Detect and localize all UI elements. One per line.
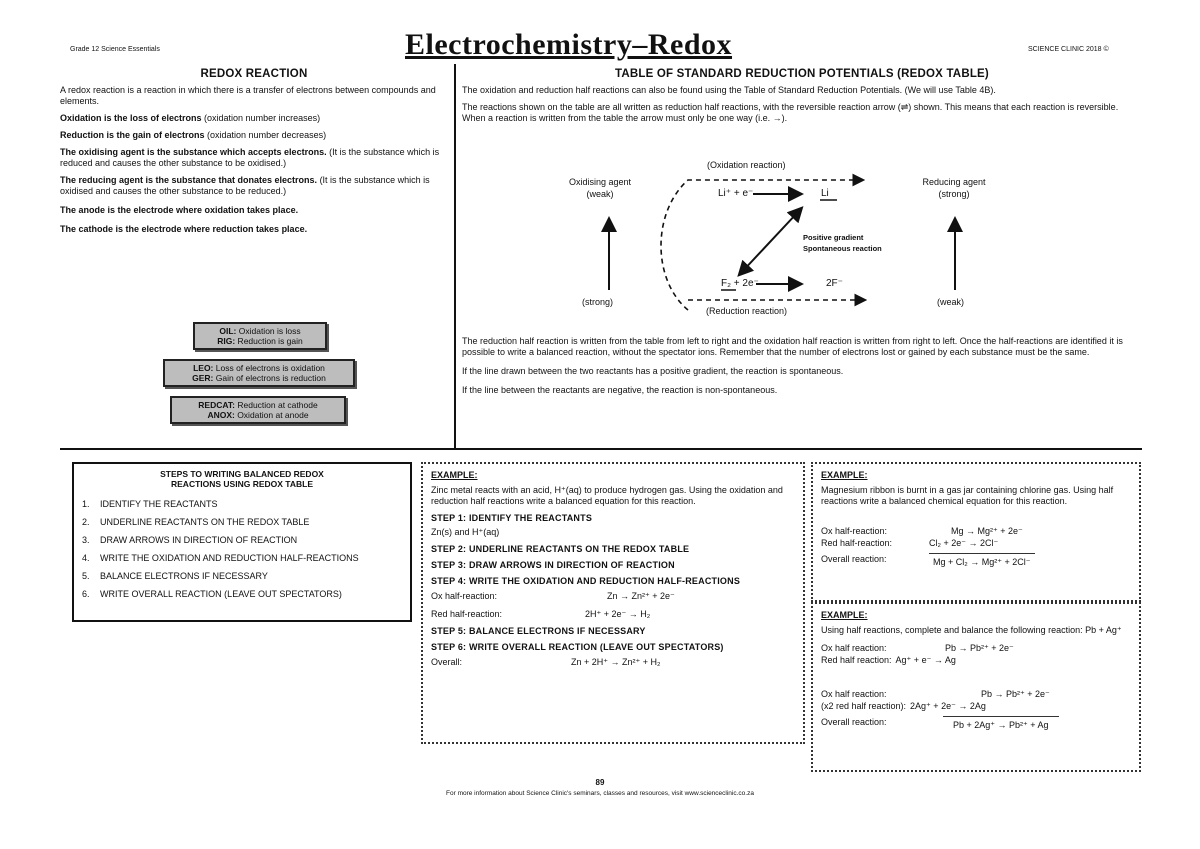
example-lead-intro: Using half reactions, complete and balance the following reaction: Pb + Ag⁺ — [821, 625, 1122, 635]
list-item: 1. IDENTIFY THE REACTANTS — [82, 499, 218, 509]
redox-table-p3: The reduction half reaction is written from the table from left to right and the oxidation half reaction is written from right to left. Once the half-reactions are identified it is possible to write a balanced reaction, without the spectator ions. Remember that the number of electrons lost or gained by each substance must be the same. — [462, 336, 1123, 357]
steps-list — [82, 495, 402, 603]
example-zinc-red: Red half-reaction: 2H⁺ + 2e⁻ → H₂ — [431, 609, 651, 619]
column-divider — [454, 64, 456, 448]
example-lead-red: Red half reaction: Ag⁺ + e⁻ → Ag — [821, 655, 956, 665]
redox-table-notes — [462, 336, 1142, 402]
oxidising-agent-label: Oxidising agent (weak) — [568, 177, 632, 199]
example-magnesium-heading: EXAMPLE: — [821, 470, 868, 480]
example-lead-ox: Ox half reaction: Pb → Pb²⁺ + 2e⁻ — [821, 643, 1014, 653]
li-reactant: Li⁺ + e⁻ — [718, 188, 754, 199]
reduction-reaction-label: (Reduction reaction) — [706, 306, 788, 316]
redox-reaction-section — [60, 68, 448, 241]
list-item: 4. WRITE THE OXIDATION AND REDUCTION HALF-REACTIONS — [82, 553, 359, 563]
example-zinc-reactants: Zn(s) and H⁺(aq) — [431, 527, 500, 537]
reducing-weak-label: (weak) — [937, 297, 965, 307]
example-zinc-intro: Zinc metal reacts with an acid, H⁺(aq) to produce hydrogen gas. Using the oxidation and reduction half reactions write a balanced equation for this reaction. — [431, 485, 783, 506]
mnemonic-oil-rig: OIL: Oxidation is loss RIG: Reduction is gain — [193, 322, 327, 350]
steps-heading: STEPS TO WRITING BALANCED REDOX REACTIONS USING REDOX TABLE — [160, 469, 324, 489]
li-product: Li — [821, 188, 829, 199]
gradient-note: Positive gradient Spontaneous reaction — [803, 233, 882, 253]
list-item: 6. WRITE OVERALL REACTION (LEAVE OUT SPECTATORS) — [82, 589, 342, 599]
example-lead-box — [811, 602, 1141, 772]
header-copyright: SCIENCE CLINIC 2018 © — [1028, 46, 1109, 53]
oxidising-agent-def: The oxidising agent is the substance which accepts electrons. (It is the substance which is reduced and causes the other substance to be oxidised.) — [60, 147, 440, 168]
example-zinc-step6: STEP 6: WRITE OVERALL REACTION (LEAVE OUT SPECTATORS) — [431, 642, 724, 652]
example-zinc-overall: Overall: Zn + 2H⁺ → Zn²⁺ + H₂ — [431, 657, 661, 667]
oxidation-reaction-label: (Oxidation reaction) — [707, 160, 786, 170]
header-grade: Grade 12 Science Essentials — [70, 46, 160, 53]
steps-box — [72, 462, 412, 622]
page-title: Electrochemistry–Redox — [405, 28, 733, 61]
redox-intro: A redox reaction is a reaction in which there is a transfer of electrons between compounds and elements. — [60, 85, 436, 106]
example-zinc-heading: EXAMPLE: — [431, 470, 478, 480]
example-lead-overall: Overall reaction: Pb + 2Ag⁺ → Pb²⁺ + Ag — [821, 716, 1131, 731]
oxidation-def: Oxidation is the loss of electrons (oxidation number increases) — [60, 113, 321, 123]
section-divider — [60, 448, 1142, 450]
page-number: 89 — [595, 778, 605, 787]
example-zinc-step5: STEP 5: BALANCE ELECTRONS IF NECESSARY — [431, 626, 646, 636]
gradient-arrow — [740, 212, 798, 274]
example-lead-ox2: Ox half reaction: Pb → Pb²⁺ + 2e⁻ — [821, 689, 1050, 699]
f-product: 2F⁻ — [826, 278, 843, 289]
example-lead-heading: EXAMPLE: — [821, 610, 868, 620]
list-item: 5. BALANCE ELECTRONS IF NECESSARY — [82, 571, 268, 581]
footer-info: For more information about Science Clinic's seminars, classes and resources, visit www.scienceclinic.co.za — [446, 790, 754, 797]
redox-table-p1: The oxidation and reduction half reactions can also be found using the Table of Standard Reduction Potentials. (We will use Table 4B). — [462, 85, 996, 95]
reducing-agent-label: Reducing agent (strong) — [922, 177, 986, 199]
example-magnesium-intro: Magnesium ribbon is burnt in a gas jar containing chlorine gas. Using half reactions write a balanced chemical equation for this reaction. — [821, 485, 1114, 506]
example-magnesium-overall: Overall reaction: Mg + Cl₂ → Mg²⁺ + 2Cl⁻ — [821, 553, 1131, 568]
example-magnesium-red: Red half-reaction: Cl₂ + 2e⁻ → 2Cl⁻ — [821, 538, 999, 548]
example-zinc-step3: STEP 3: DRAW ARROWS IN DIRECTION OF REACTION — [431, 560, 675, 570]
reducing-agent-def: The reducing agent is the substance that donates electrons. (It is the substance which is oxidised and causes the other substance to be reduced.) — [60, 175, 430, 196]
example-lead-red2: (x2 red half reaction): 2Ag⁺ + 2e⁻ → 2Ag — [821, 701, 986, 711]
mnemonic-leo-ger: LEO: Loss of electrons is oxidation GER: Gain of electrons is reduction — [163, 359, 355, 387]
example-zinc-ox: Ox half-reaction: Zn → Zn²⁺ + 2e⁻ — [431, 591, 675, 601]
example-magnesium-box — [811, 462, 1141, 602]
redox-heading: REDOX REACTION — [200, 68, 308, 80]
reduction-def: Reduction is the gain of electrons (oxidation number decreases) — [60, 130, 327, 140]
example-magnesium-ox: Ox half-reaction: Mg → Mg²⁺ + 2e⁻ — [821, 526, 1023, 536]
list-item: 2. UNDERLINE REACTANTS ON THE REDOX TABLE — [82, 517, 310, 527]
mnemonic-redcat-anox: REDCAT: Reduction at cathode ANOX: Oxidation at anode — [170, 396, 346, 424]
redox-table-p4: If the line drawn between the two reactants has a positive gradient, the reaction is spontaneous. — [462, 366, 844, 376]
cathode-def: The cathode is the electrode where reduction takes place. — [60, 224, 308, 234]
redox-table-section — [462, 68, 1142, 130]
anode-def: The anode is the electrode where oxidation takes place. — [60, 205, 299, 215]
f2-reactant: F₂ + 2e⁻ — [721, 278, 759, 289]
example-zinc-step1: STEP 1: IDENTIFY THE REACTANTS — [431, 513, 593, 523]
example-zinc-box — [421, 462, 805, 744]
redox-table-p5: If the line between the reactants are negative, the reaction is non-spontaneous. — [462, 385, 778, 395]
oxidising-strong-label: (strong) — [582, 297, 614, 307]
redox-table-heading: TABLE OF STANDARD REDUCTION POTENTIALS (REDOX TABLE) — [615, 68, 989, 80]
list-item: 3. DRAW ARROWS IN DIRECTION OF REACTION — [82, 535, 298, 545]
redox-table-p2: The reactions shown on the table are all written as reduction half reactions, with the reversible reaction arrow (⇌) shown. This means that each reaction is reversible. When a reaction is written from the table the arrow must only be one way (i.e. →). — [462, 102, 1119, 123]
example-zinc-step2: STEP 2: UNDERLINE REACTANTS ON THE REDOX TABLE — [431, 544, 690, 554]
example-zinc-step4: STEP 4: WRITE THE OXIDATION AND REDUCTION HALF-REACTIONS — [431, 576, 741, 586]
